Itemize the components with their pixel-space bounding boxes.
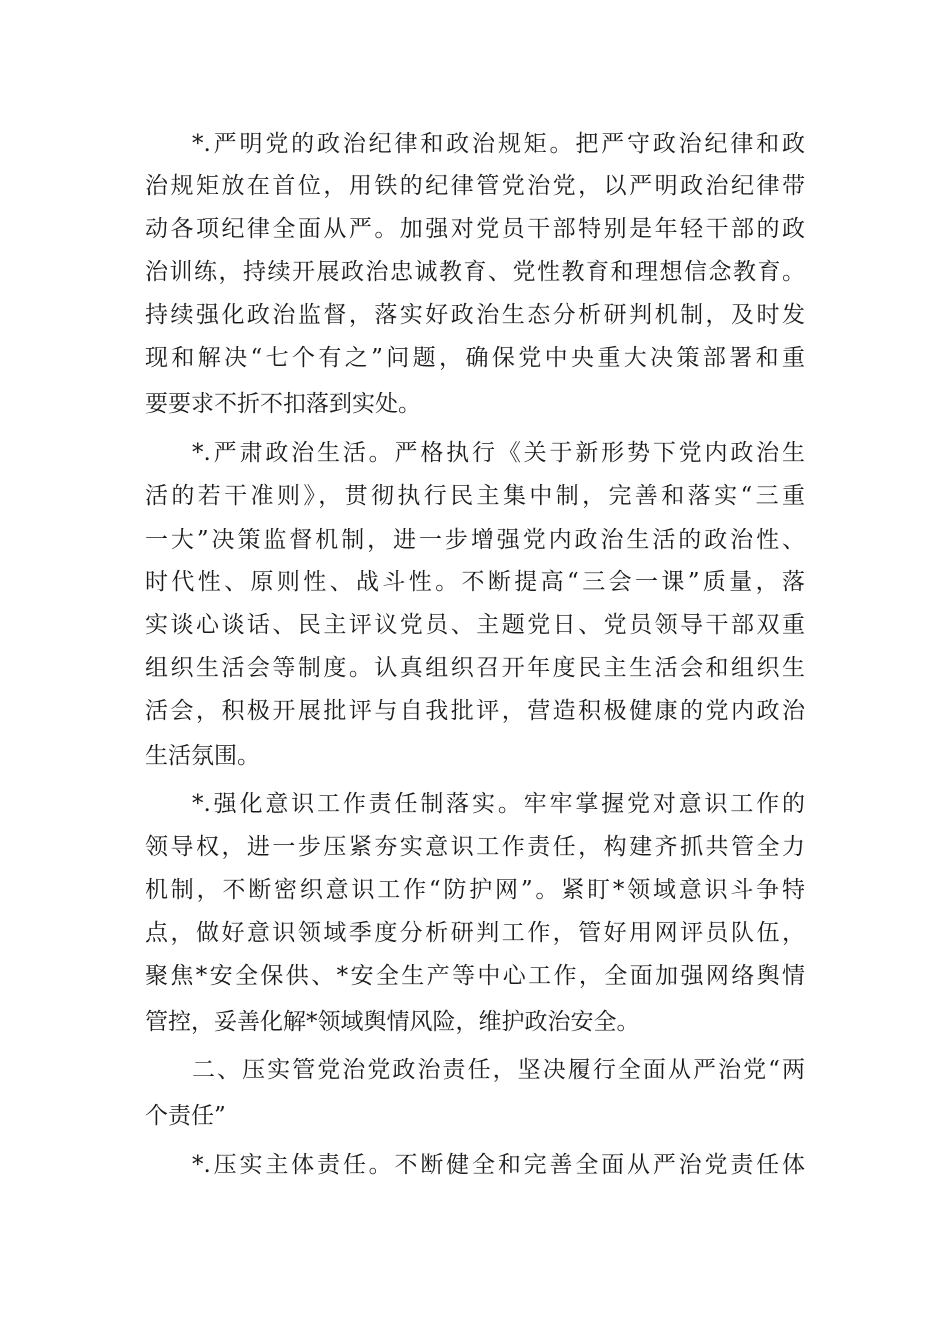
text-line: *.严明党的政治纪律和政治规矩。把严守政治纪律和政 bbox=[192, 131, 805, 157]
text-line: 治规矩放在首位，用铁的纪律管党治党，以严明政治纪律带 bbox=[145, 173, 805, 199]
text-line: 实谈心谈话、民主评议党员、主题党日、党员领导干部双重 bbox=[145, 612, 805, 638]
text-line: 治训练，持续开展政治忠诚教育、党性教育和理想信念教育。 bbox=[145, 259, 805, 285]
text-line: 点，做好意识领域季度分析研判工作，管好用网评员队伍， bbox=[145, 920, 805, 946]
text-line: 生活氛围。 bbox=[145, 743, 260, 769]
text-line: 机制，不断密织意识工作“防护网”。紧盯*领域意识斗争特 bbox=[145, 877, 805, 903]
text-line: 领导权，进一步压紧夯实意识工作责任，构建齐抓共管全力 bbox=[145, 834, 805, 860]
text-line: 动各项纪律全面从严。加强对党员干部特别是年轻干部的政 bbox=[145, 216, 805, 242]
section-heading: 个责任” bbox=[145, 1103, 226, 1129]
section-heading: 二、压实管党治党政治责任，坚决履行全面从严治党“两 bbox=[192, 1057, 805, 1083]
text-line: 活的若干准则》，贯彻执行民主集中制，完善和落实“三重 bbox=[145, 483, 805, 509]
text-line: 管控，妥善化解*领域舆情风险，维护政治安全。 bbox=[145, 1009, 640, 1035]
text-line: 组织生活会等制度。认真组织召开年度民主生活会和组织生 bbox=[145, 655, 805, 681]
text-line: *.压实主体责任。不断健全和完善全面从严治党责任体 bbox=[192, 1152, 805, 1178]
text-line: 时代性、原则性、战斗性。不断提高“三会一课”质量，落 bbox=[145, 569, 805, 595]
text-line: *.强化意识工作责任制落实。牢牢掌握党对意识工作的 bbox=[192, 791, 805, 817]
text-line: *.严肃政治生活。严格执行《关于新形势下党内政治生 bbox=[192, 440, 805, 466]
text-line: 一大”决策监督机制，进一步增强党内政治生活的政治性、 bbox=[145, 527, 805, 553]
text-line: 活会，积极开展批评与自我批评，营造积极健康的党内政治 bbox=[145, 698, 805, 724]
text-line: 要要求不折不扣落到实处。 bbox=[145, 391, 421, 417]
text-line: 现和解决“七个有之”问题，确保党中央重大决策部署和重 bbox=[145, 345, 805, 371]
text-line: 持续强化政治监督，落实好政治生态分析研判机制，及时发 bbox=[145, 302, 805, 328]
text-line: 聚焦*安全保供、*安全生产等中心工作，全面加强网络舆情 bbox=[145, 963, 805, 989]
